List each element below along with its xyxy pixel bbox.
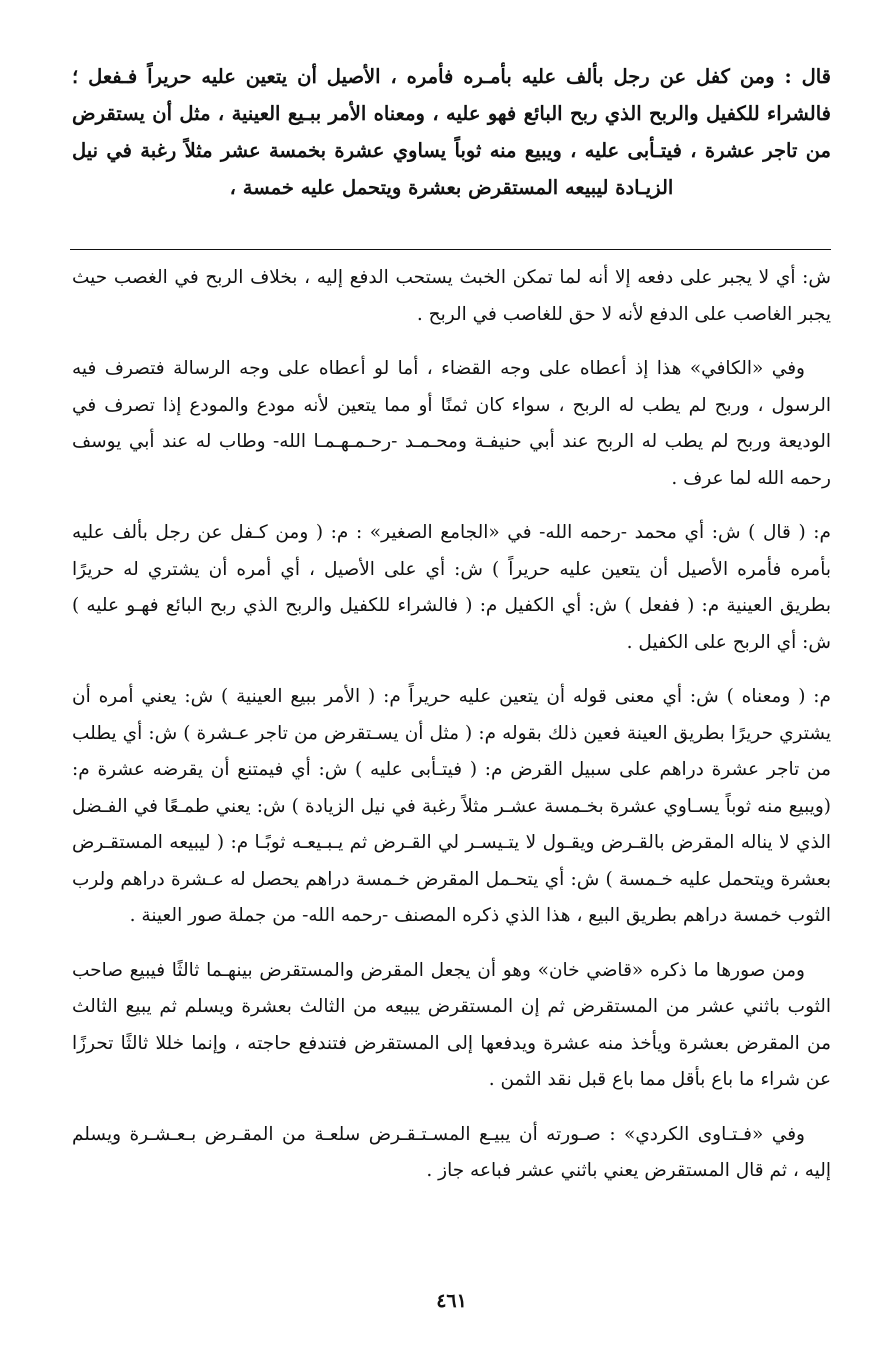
separator-rule [70, 249, 831, 250]
matn-text: قال : ومن كفل عن رجل بألف عليه بأمـره فأمره ، الأصيل أن يتعين عليه حريراً فـفعل ؛ فالشراء للكفيل والربح الذي ربح البائع فهو عليه ، ومعناه الأمر ببـيع العينية ، مثل أن يستقرض من تاجر عشرة ، فيتـأبى عليه ، ويبيع منه ثوباً يساوي عشرة بخمسة عشر مثلاً رغبة في نيل الزيـادة ليبيعه المستقرض بعشرة ويتحمل عليه خمسة ، [72, 65, 831, 199]
commentary-paragraph-6: وفي «فـتـاوى الكردي» : صـورته أن يبيـع المسـتـقـرض سلعـة من المقـرض بـعـشـرة ويسلم إليه ، ثم قال المستقرض يعني باثني عشر فباعه جاز . [72, 1123, 831, 1181]
page-number: ٤٦١ [436, 1290, 467, 1312]
commentary-paragraph-2: وفي «الكافي» هذا إذ أعطاه على وجه القضاء ، أما لو أعطاه على وجه الرسالة فتصرف فيه الرسول ، وربح لم يطب له الربح ، سواء كان ثمنًا أو مما يتعين لأنه مودع والمودع إذا تصرف في الوديعة وربح لم يطب له الربح عند أبي حنيفـة ومحـمـد -رحـمـهـمـا الله- وطاب له عند أبي يوسف رحمه الله لما عرف . [72, 358, 831, 489]
commentary-paragraph-3: م: ( قال ) ش: أي محمد -رحمه الله- في «الجامع الصغير» : م: ( ومن كـفل عن رجل بألف عليه بأمره فأمره الأصيل أن يتعين عليه حريراً ) ش: أي على الأصيل ، أي أمره أن يشتري له حريرًا بطريق العينية م: ( ففعل ) ش: أي الكفيل م: ( فالشراء للكفيل والربح الذي ربح البائع فهـو عليه ) ش: أي الربح على الكفيل . [72, 522, 831, 653]
commentary-paragraph-4: م: ( ومعناه ) ش: أي معنى قوله أن يتعين عليه حريراً م: ( الأمر ببيع العينية ) ش: يعني أمره أن يشتري حريرًا بطريق العينة فعين ذلك بقوله م: ( مثل أن يسـتقرض من تاجر عـشرة ) ش: أي يطلب من تاجر عشرة دراهم على سبيل القرض م: ( فيتـأبى عليه ) ش: أي فيمتنع أن يقرضه عشرة م: (ويبيع منه ثوباً يسـاوي عشرة بخـمسة عشـر مثلاً رغبة في نيل الزيادة ) ش: يعني طمـعًا في الفـضل الذي لا يناله المقرض بالقـرض ويقـول لا يتـيسـر لي القـرض ثم يـبـيعـه ثوبًـا م: ( ليبيعه المستقـرض بعشرة ويتحمل عليه خـمسة ) ش: أي يتحـمل المقرض خـمسة دراهم يحصل له عـشرة دراهم ولرب الثوب خمسة دراهم بطريق البيع ، هذا الذي ذكره المصنف -رحمه الله- من جملة صور العينة . [72, 686, 831, 926]
commentary-paragraph-5: ومن صورها ما ذكره «قاضي خان» وهو أن يجعل المقرض والمستقرض بينهـما ثالثًا فيبيع صاحب الثوب باثني عشر من المستقرض ثم إن المستقرض يبيعه من الثالث بعشرة ويسلم ثم يبيع الثالث من المقرض بعشرة ويأخذ منه عشرة ويدفعها إلى المستقرض فتندفع حاجته ، وإنما خللا ثالثًا تحرزًا عن شراء ما باع بأقل مما باع قبل نقد الثمن . [72, 959, 831, 1090]
document-page [72, 0, 831, 1372]
commentary-section [72, 260, 831, 1208]
commentary-paragraph-1: ش: أي لا يجبر على دفعه إلا أنه لما تمكن الخبث يستحب الدفع إليه ، بخلاف الربح في الغصب حيث يجبر الغاصب على الدفع لأنه لا حق للغاصب في الربح . [72, 267, 831, 325]
